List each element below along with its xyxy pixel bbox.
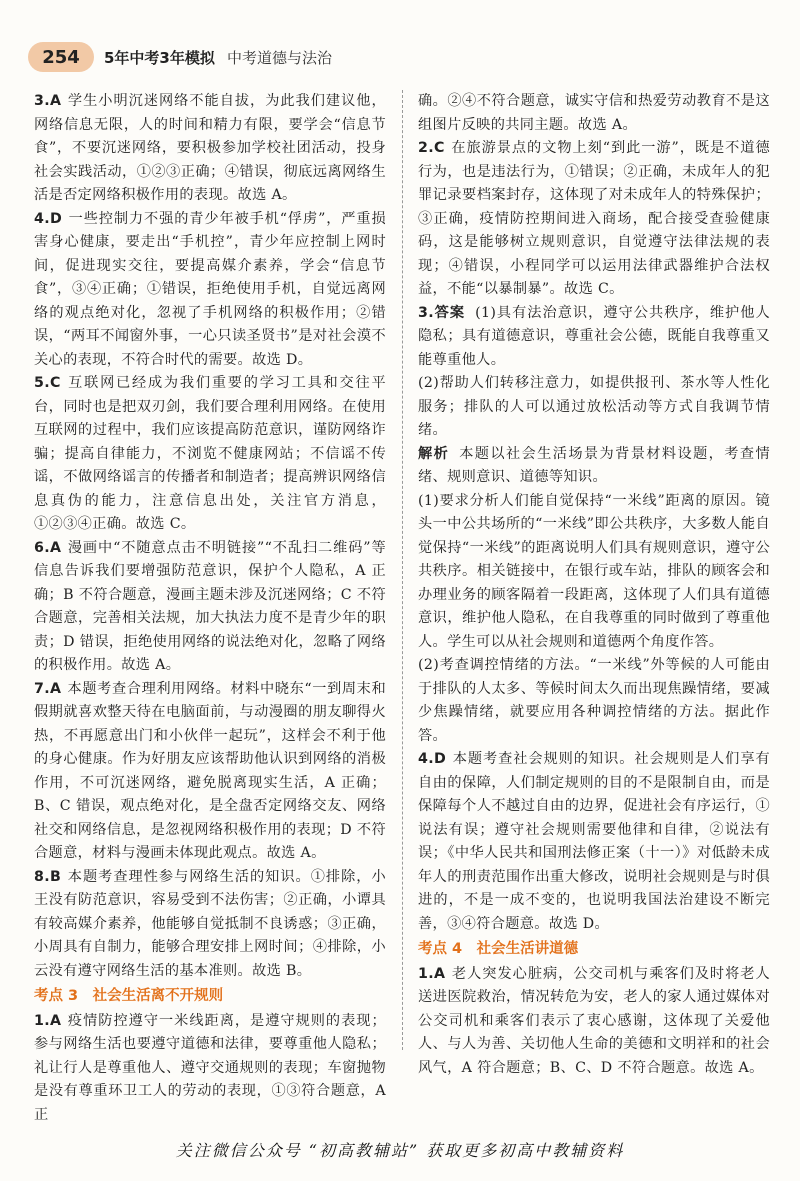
left-column <box>34 90 386 1127</box>
answer-paragraph <box>418 90 770 137</box>
answer-item <box>34 90 386 208</box>
section-heading: 考点 3 社会生活离不开规则 <box>34 988 224 1004</box>
question-number: 1.A <box>418 965 446 982</box>
page-header <box>0 38 800 74</box>
book-title: 5年中考3年模拟 <box>104 49 215 67</box>
answer-text: (1)具有法治意识，遵守公共秩序，维护他人隐私；具有道德意识，尊重社会公德，既能自我尊重又能尊重他人。 <box>418 304 770 368</box>
answer-text: 一些控制力不强的青少年被手机“俘虏”，严重损害身心健康，要走出“手机控”，青少年应控制上网时间，促进现实交往，要提高媒介素养，学会“信息节食”，③④正确；①错误，拒绝使用手机，自觉远离网络的观点绝对化，忽视了手机网络的积极作用；②错误，“两耳不闻窗外事，一心只读圣贤书”是对社会漠不关心的表现，不符合时代的需要。故选 D。 <box>34 210 386 368</box>
answer-text: 在旅游景点的文物上刻“到此一游”，既是不道德行为，也是违法行为，①错误；②正确，未成年人的犯罪记录要档案封存，这体现了对未成年人的特殊保护；③正确，疫情防控期间进入商场，配合接受查验健康码，这是能够树立规则意识，自觉遵守法律法规的表现；④错误，小程同学可以运用法律武器维护合法权益，不能“以暴制暴”。故选 C。 <box>418 140 770 297</box>
answer-tag: 3.答案 <box>418 304 466 321</box>
answer-paragraph <box>418 490 770 655</box>
answer-text: (1)要求分析人们能自觉保持“一米线”距离的原因。镜头一中公共场所的“一米线”即公共秩序，大多数人能自觉保持“一米线”的距离说明人们具有规则意识，遵守公共秩序。相关链接中，在银行或车站，排队的顾客会和办理业务的顾客隔着一段距离，这体现了人们具有道德意识，维护他人隐私，在自我尊重的同时做到了尊重他人。学生可以从社会规则和道德两个角度作答。 <box>418 492 770 650</box>
answer-text: 本题考查社会规则的知识。社会规则是人们享有自由的保障，人们制定规则的目的不是限制自由，而是保障每个人不越过自由的边界，促进社会有序运行，①说法有误；遵守社会规则需要他律和自律，②说法有误；《中华人民共和国刑法修正案（十一）》对低龄未成年人的刑责范围作出重大修改，说明社会规则是与时俱进的，不是一成不变的，也说明我国法治建设不断完善，③④符合题意。故选 D。 <box>418 751 770 932</box>
question-number: 4.D <box>418 751 447 767</box>
question-number: 4.D <box>34 210 63 227</box>
answer-text: 互联网已经成为我们重要的学习工具和交往平台，同时也是把双刃剑，我们要合理利用网络。在使用互联网的过程中，我们应该提高防范意识，谨防网络诈骗；提高自律能力，不浏览不健康网站；不信谣不传谣，不做网络谣言的传播者和制造者；提高辨识网络信息真伪的能力，注意信息出处，关注官方消息，①②③④正确。故选 C。 <box>34 375 386 532</box>
answer-item <box>418 963 770 1081</box>
answer-item <box>34 208 386 373</box>
answer-text: 本题考查合理利用网络。材料中晓东“一到周末和假期就喜欢整天待在电脑面前，与动漫圈的朋友聊得火热，不再愿意出门和小伙伴一起玩”，这样会不利于他的身心健康。作为好朋友应该帮助他认识到网络的消极作用，不可沉迷网络，避免脱离现实生活，A 正确；B、C 错误，观点绝对化，是全盘否定网络交友、网络社交和网络信息，是忽视网络积极作用的表现；D 不符合题意，材料与漫画未体现此观点。故选 A。 <box>34 680 386 861</box>
answer-text: (2)考查调控情绪的方法。“一米线”外等候的人可能由于排队的人太多、等候时间太久而出现焦躁情绪，要减少焦躁情绪，就要应用各种调控情绪的方法。据此作答。 <box>418 657 770 744</box>
footer-note: 关注微信公众号 “初高教辅站” 获取更多初高中教辅资料 <box>175 1141 625 1160</box>
subject-title: 中考道德与法治 <box>227 49 333 67</box>
page-number: 254 <box>28 42 94 72</box>
answer-text: 本题考查理性参与网络生活的知识。①排除，小王没有防范意识，容易受到不法伤害；②正确，小谭具有较高媒介素养，他能够自觉抵制不良诱惑；③正确，小周具有自制力，能够合理安排上网时间；④排除，小云没有遵守网络生活的基本准则。故选 B。 <box>34 868 386 979</box>
answer-text: 疫情防控遵守一米线距离，是遵守规则的表现；参与网络生活也要遵守道德和法律，要尊重他人隐私；礼让行人是尊重他人、遵守交通规则的表现；车窗抛物是没有尊重环卫工人的劳动的表现，①③符合题意，A 正 <box>34 1012 386 1123</box>
answer-item <box>418 302 770 373</box>
answer-tag: 解析 <box>418 445 450 462</box>
section-heading: 考点 4 社会生活讲道德 <box>418 941 579 957</box>
question-number: 5.C <box>34 375 61 391</box>
answer-item <box>418 137 770 302</box>
answer-text: 漫画中“不随意点击不明链接”“不乱扫二维码”等信息告诉我们要增强防范意识，保护个人隐私，A 正确；B 不符合题意，漫画主题未涉及沉迷网络；C 不符合题意，完善相关法规，加大执法力度不是青少年的职责；D 错误，拒绝使用网络的说法绝对化，忽略了网络的积极作用。故选 A。 <box>34 539 386 673</box>
question-number: 8.B <box>34 868 62 885</box>
column-divider <box>402 90 403 1050</box>
answer-item <box>418 443 770 490</box>
answer-text: 本题以社会生活场景为背景材料设题，考查情绪、规则意识、道德等知识。 <box>418 445 770 485</box>
answer-text: 确。②④不符合题意，诚实守信和热爱劳动教育不是这组图片反映的共同主题。故选 A。 <box>418 93 770 133</box>
answer-item <box>418 748 770 936</box>
answer-paragraph <box>418 372 770 443</box>
answer-item <box>34 1010 386 1128</box>
answer-item <box>34 866 386 984</box>
answer-item <box>34 678 386 866</box>
question-number: 7.A <box>34 680 62 697</box>
answer-paragraph <box>418 654 770 748</box>
right-column <box>418 90 770 1080</box>
answer-text: 学生小明沉迷网络不能自拔，为此我们建议他，网络信息无限，人的时间和精力有限，要学会“信息节食”，不要沉迷网络，要积极参加学校社团活动，投身社会实践活动，①②③正确；④错误，彻底远离网络生活是否定网络积极作用的表现。故选 A。 <box>34 93 386 203</box>
question-number: 2.C <box>418 140 445 156</box>
answer-item <box>34 372 386 537</box>
question-number: 1.A <box>34 1012 62 1029</box>
answer-text: 老人突发心脏病，公交司机与乘客们及时将老人送进医院救治，情况转危为安，老人的家人通过媒体对公交司机和乘客们表示了衷心感谢，这体现了关爱他人、与人为善、关切他人生命的美德和文明祥和的社会风气，A 符合题意；B、C、D 不符合题意。故选 A。 <box>418 965 770 1076</box>
question-number: 6.A <box>34 539 62 556</box>
question-number: 3.A <box>34 93 62 109</box>
answer-text: (2)帮助人们转移注意力，如提供报刊、茶水等人性化服务；排队的人可以通过放松活动等方式自我调节情绪。 <box>418 375 770 438</box>
answer-item <box>34 537 386 678</box>
